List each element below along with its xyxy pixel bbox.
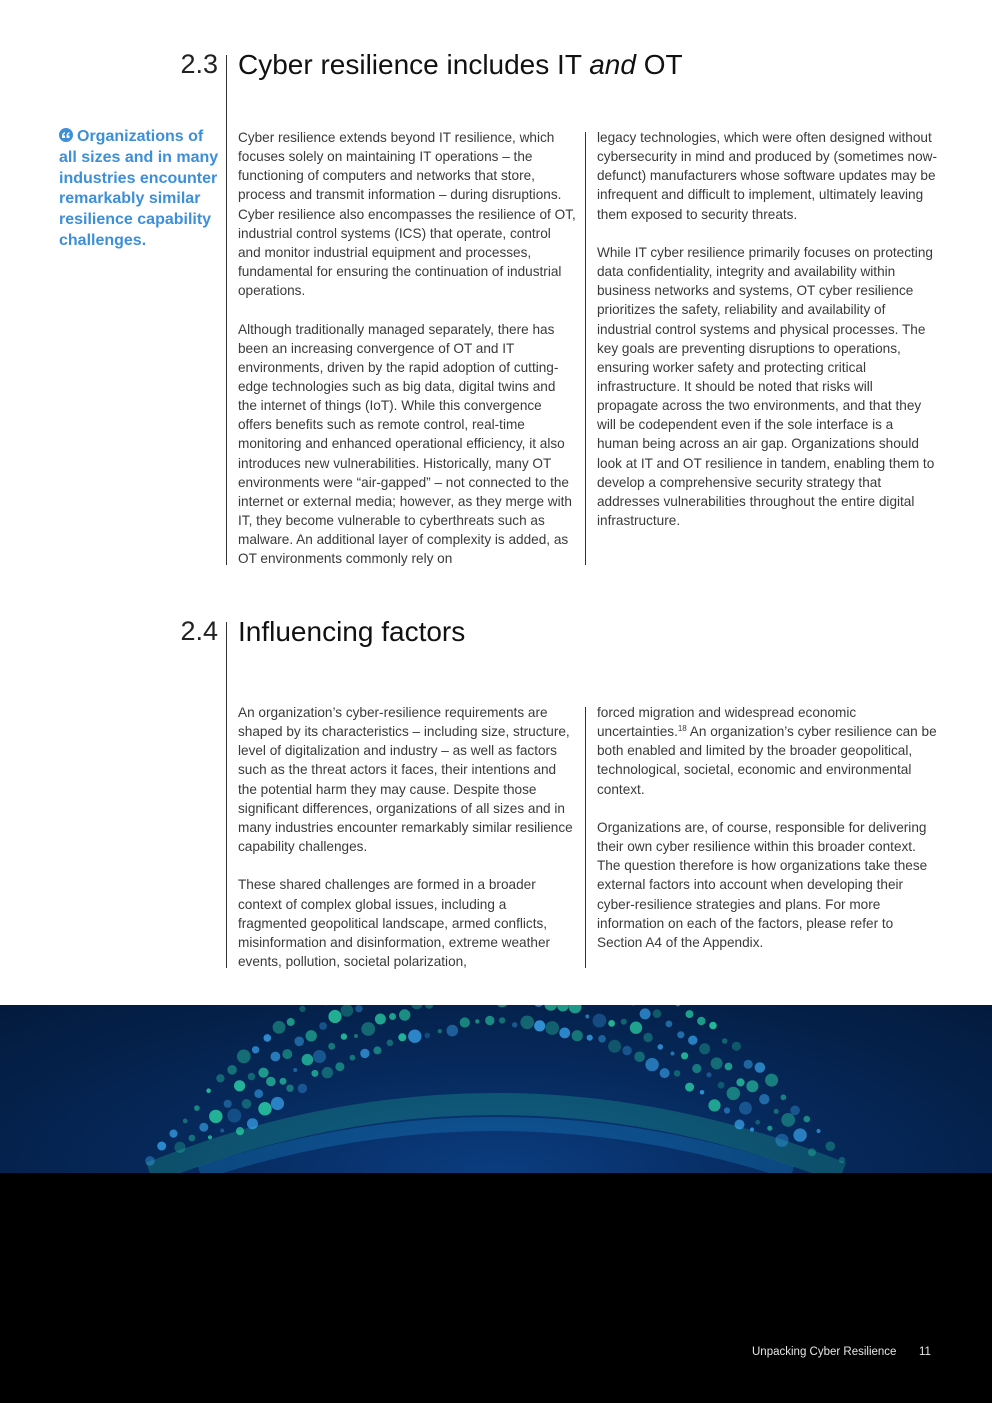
glow-dot: [258, 1068, 268, 1078]
glow-dot: [248, 1073, 256, 1081]
globe-glow-graphic: [0, 1005, 992, 1173]
glow-dot: [311, 1070, 318, 1077]
glow-dot: [145, 1156, 155, 1166]
glow-dot: [408, 1030, 421, 1043]
glow-dot: [671, 1052, 675, 1056]
footer-area: [0, 1173, 992, 1403]
glow-dot: [242, 1099, 252, 1109]
glow-dot: [495, 1005, 509, 1007]
glow-dot: [587, 1035, 593, 1041]
glow-dot: [675, 1005, 680, 1006]
glow-dot: [711, 1057, 723, 1069]
glow-dot: [608, 1020, 615, 1027]
glow-dot: [460, 1017, 470, 1027]
glow-dot: [593, 1014, 607, 1028]
glow-dot: [658, 1044, 664, 1050]
glow-dot: [424, 1033, 430, 1039]
glow-dot: [645, 1058, 658, 1071]
glow-dot: [227, 1109, 241, 1123]
glow-dot: [759, 1094, 769, 1104]
glow-dot: [688, 1036, 697, 1045]
section-divider: [226, 55, 227, 565]
glow-dot: [774, 1109, 779, 1114]
glow-dot: [169, 1130, 177, 1138]
glow-dot: [755, 1120, 760, 1125]
glow-dot: [271, 1097, 284, 1110]
glow-dot: [227, 1065, 237, 1075]
glow-dot: [247, 1118, 258, 1129]
glow-dot: [816, 1129, 820, 1133]
glow-dot: [765, 1074, 778, 1087]
glow-dot: [373, 1046, 381, 1054]
glow-dot: [653, 1009, 662, 1018]
glow-dot: [341, 1005, 354, 1017]
glow-dot: [793, 1128, 806, 1141]
glow-dot: [775, 1134, 788, 1147]
glow-dot: [220, 1129, 224, 1133]
glow-dot: [341, 1033, 347, 1039]
glow-dot: [319, 1022, 327, 1030]
body-column-left: [238, 703, 576, 971]
glow-dot: [282, 1049, 292, 1059]
glow-dot: [699, 1043, 710, 1054]
glow-dot: [725, 1063, 733, 1071]
glow-dot: [258, 1102, 271, 1115]
paragraph: forced migration and widespread economic uncertainties.$^{18}$ An organization’s cyber resilience can be both enabled and limited by the broader geopolitical, technological, societal, economic and environmental context.: [597, 705, 937, 797]
body-column-right: [597, 703, 937, 952]
glow-dot: [328, 1043, 335, 1050]
glow-dot: [322, 1067, 333, 1078]
glow-dot: [209, 1110, 222, 1123]
glow-dot: [189, 1135, 196, 1142]
glow-dot: [157, 1142, 166, 1151]
glow-dot: [438, 1029, 442, 1033]
section-number: 2.3: [180, 49, 218, 79]
glow-dot: [389, 1013, 396, 1020]
body-column-left: [238, 128, 576, 569]
glow-dot: [746, 1080, 758, 1092]
glow-dot: [328, 1010, 341, 1023]
glow-dot: [790, 1106, 800, 1116]
glow-dot: [727, 1087, 740, 1100]
glow-dot: [194, 1105, 200, 1111]
glow-dot: [767, 1126, 772, 1131]
glow-dot: [674, 1070, 681, 1077]
glow-dot: [569, 1005, 582, 1013]
glow-dot: [533, 1005, 544, 1007]
glow-dot: [826, 1141, 836, 1151]
glow-dot: [700, 1090, 705, 1095]
glow-dot: [744, 1060, 753, 1069]
glow-dot: [425, 1005, 433, 1009]
glow-dot: [643, 1033, 652, 1042]
page-number: 11: [919, 1346, 931, 1358]
glow-dot: [306, 1030, 317, 1041]
glow-dot: [355, 1005, 362, 1012]
paragraph: These shared challenges are formed in a broader context of complex global issues, including a fragmented geopolitical landscape, armed conflicts, misinformation and disinformation, extreme weather events, pollution, societal polarization,: [238, 877, 551, 970]
glow-dot: [534, 1020, 545, 1031]
glow-dot: [294, 1037, 304, 1047]
glow-dot: [709, 1022, 717, 1030]
glow-dot: [781, 1094, 787, 1100]
glow-dot: [697, 1017, 705, 1025]
glow-dot: [350, 1055, 356, 1061]
glow-dot: [387, 1040, 394, 1047]
glow-dot: [557, 1005, 569, 1011]
footer-title: Unpacking Cyber Resilience: [752, 1346, 897, 1358]
glow-dot: [447, 1025, 459, 1037]
paragraph: legacy technologies, which were often designed without cybersecurity in mind and produced by (sometimes now-defunct) manufacturers whose software updates may be infrequent and difficult to implement, ultimately leaving them exposed to security threats.: [597, 130, 937, 222]
glow-dot: [485, 1016, 494, 1025]
glow-dot: [236, 1127, 244, 1135]
paragraph: An organization’s cyber-resilience requirements are shaped by its characteristics – including size, structure, level of digitalization and industry – as well as factors such as the threat actors it faces, their intentions and the potential harm they may cause. Despite those significant differences, organizations of all sizes and in many industries encounter remarkably similar resilience capability challenges.: [238, 705, 573, 855]
glow-dot: [398, 1033, 406, 1041]
glow-dot: [722, 1038, 728, 1044]
glow-dot: [660, 1068, 670, 1078]
quote-icon: [59, 128, 73, 142]
glow-dot: [520, 1016, 534, 1030]
glow-dot: [298, 1084, 308, 1094]
glow-dot: [183, 1119, 188, 1124]
glow-dot: [629, 1005, 638, 1006]
paragraph: Cyber resilience extends beyond IT resilience, which focuses solely on maintaining IT operations – the functioning of computers and networks that store, process and transmit information – during disruptions. Cyber resilience also encompasses the resilience of OT, industrial control systems (ICS) that operate, control and monitor industrial equipment and processes, fundamental for ensuring the continuation of industrial operations.: [238, 130, 576, 299]
glow-dot: [781, 1113, 795, 1127]
glow-dot: [361, 1022, 375, 1036]
glow-dot: [685, 1083, 694, 1092]
glow-dot: [545, 1021, 559, 1035]
glow-dot: [237, 1050, 251, 1064]
glow-dot: [271, 1052, 281, 1062]
section-title: Cyber resilience includes IT and OT: [238, 49, 683, 80]
glow-dot: [559, 1028, 570, 1039]
glow-dot: [293, 1068, 297, 1072]
glow-dot: [634, 1052, 645, 1063]
glow-dot: [598, 1035, 606, 1043]
glow-dot: [622, 1046, 631, 1055]
glow-dot: [287, 1018, 295, 1026]
glow-dot: [736, 1078, 744, 1086]
glow-dot: [208, 1135, 212, 1139]
glow-dot: [706, 1072, 711, 1077]
pull-quote-text: Organizations of all sizes and in many industries encounter remarkably similar resilience capability challenges.: [59, 128, 219, 249]
glow-dot: [299, 1006, 305, 1012]
glow-dot: [804, 1116, 811, 1123]
footnote-ref[interactable]: 18: [677, 724, 687, 734]
glow-dot: [692, 1064, 701, 1073]
glow-dot: [708, 1099, 720, 1111]
cyber-globe-image: [0, 1005, 992, 1173]
section-divider: [226, 622, 227, 968]
glow-dot: [750, 1127, 754, 1131]
glow-dot: [399, 1009, 410, 1020]
glow-dot: [585, 1015, 589, 1019]
paragraph: Although traditionally managed separately, there has been an increasing convergence of OT and IT environments, driven by the rapid adoption of cutting-edge technologies such as big data, digital twins and the internet of things (IoT). While this convergence offers benefits such as remote control, real-time monitoring and enhanced operational efficiency, it also introduces new vulnerabilities. Historically, many OT environments were “air-gapped” – not connected to the internet or external media; however, as they merge with IT, they become vulnerable to cyberthreats such as malware. An additional layer of complexity is added, as OT environments commonly rely on: [238, 321, 572, 567]
paragraph: Organizations are, of course, responsible for delivering their own cyber resilience within this broader context. The question therefore is how organizations take these external factors into account when developing their cyber-resilience strategies and plans. For more information on each of the factors, please refer to Section A4 of the Appendix.: [597, 819, 928, 950]
glow-dot: [686, 1010, 694, 1018]
column-divider: [585, 707, 586, 968]
glow-dot: [360, 1049, 369, 1058]
glow-dot: [216, 1074, 224, 1082]
glow-dot: [739, 1102, 752, 1115]
glow-dot: [354, 1034, 358, 1038]
glow-dot: [621, 1019, 627, 1025]
glow-dot: [608, 1040, 621, 1053]
glow-dot: [234, 1080, 245, 1091]
glow-dot: [174, 1142, 185, 1153]
glow-dot: [335, 1062, 344, 1071]
glow-dot: [839, 1157, 845, 1163]
glow-dot: [273, 1021, 286, 1034]
section-number: 2.4: [180, 616, 218, 646]
glow-dot: [206, 1088, 211, 1093]
glow-dot: [735, 1120, 745, 1130]
glow-dot: [732, 1042, 741, 1051]
section-title: Influencing factors: [238, 616, 466, 647]
column-divider: [585, 132, 586, 565]
glow-dot: [499, 1017, 505, 1023]
glow-dot: [755, 1062, 766, 1073]
glow-dot: [666, 1021, 673, 1028]
glow-dot: [677, 1031, 684, 1038]
glow-dot: [718, 1082, 725, 1089]
glow-dot: [411, 1005, 423, 1009]
glow-dot: [199, 1123, 208, 1132]
glow-dot: [266, 1077, 276, 1087]
glow-dot: [512, 1022, 517, 1027]
glow-dot: [286, 1085, 293, 1092]
glow-dot: [224, 1100, 232, 1108]
glow-dot: [475, 1019, 479, 1023]
glow-dot: [724, 1107, 730, 1113]
glow-dot: [264, 1034, 272, 1042]
glow-dot: [280, 1078, 287, 1085]
body-column-right: [597, 128, 937, 530]
glow-dot: [252, 1046, 259, 1053]
glow-dot: [302, 1054, 314, 1066]
glow-dot: [630, 1022, 642, 1034]
glow-dot: [375, 1014, 386, 1025]
glow-dot: [313, 1050, 326, 1063]
glow-dot: [640, 1008, 651, 1019]
glow-dot: [544, 1005, 557, 1011]
glow-dot: [254, 1089, 263, 1098]
glow-dot: [572, 1030, 583, 1041]
glow-dot: [681, 1052, 688, 1059]
glow-dot: [808, 1148, 816, 1156]
paragraph: While IT cyber resilience primarily focuses on protecting data confidentiality, integrity and availability within business networks and systems, OT cyber resilience prioritizes the safety, reliability and availability of industrial control systems and physical processes. The key goals are preventing disruptions to operations, ensuring worker safety and protecting critical infrastructure. It should be noted that risks will propagate across the two environments, and that they will be codependent even if the sole interface is a human being across an air gap. Organizations should look at IT and OT resilience in tandem, enabling them to develop a comprehensive security strategy that addresses vulnerabilities throughout the entire digital infrastructure.: [597, 244, 935, 529]
pull-quote: [59, 127, 221, 252]
